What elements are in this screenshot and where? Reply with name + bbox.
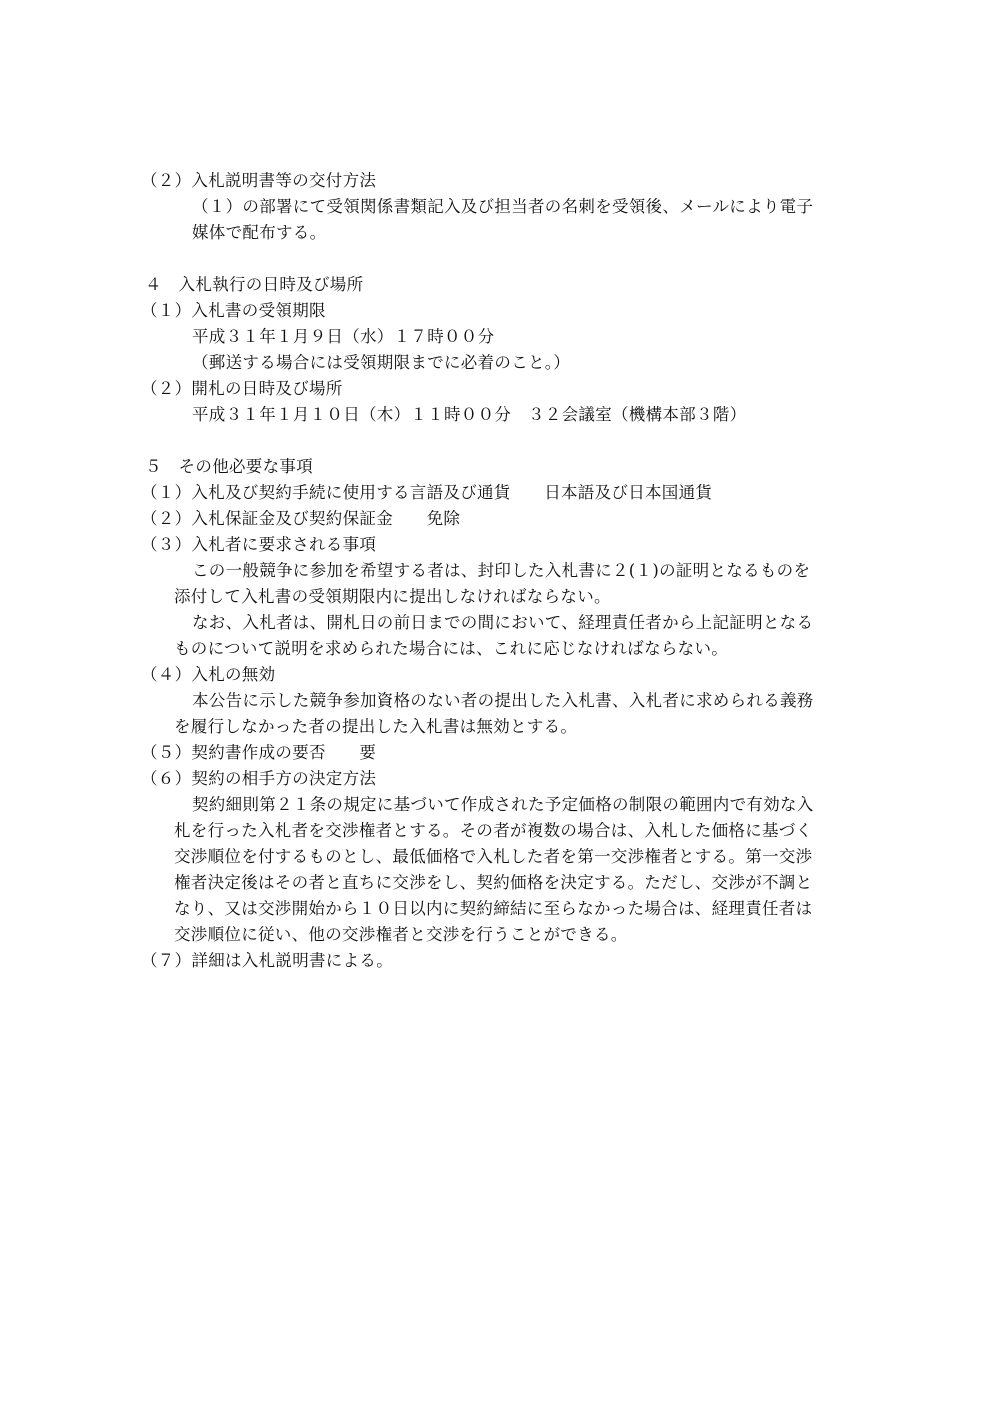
s5-item3-line2: 添付して入札書の受領期限内に提出しなければならない。 (174, 587, 611, 606)
s4-item1-note: （郵送する場合には受領期限までに必着のこと。） (192, 353, 571, 372)
s5-item4-heading: （４）入札の無効 (141, 665, 276, 684)
s4-item2-heading: （２）開札の日時及び場所 (141, 379, 343, 398)
s5-item6-line2: 札を行った入札者を交渉権者とする。その者が複数の場合は、入札した価格に基づく (174, 821, 813, 840)
s3-item2-heading: （２）入札説明書等の交付方法 (141, 171, 377, 190)
s5-item3-line4: ものについて説明を求められた場合には、これに応じなければならない。 (174, 639, 729, 658)
s5-item7: （７）詳細は入札説明書による。 (141, 951, 393, 970)
s5-item1: （１）入札及び契約手続に使用する言語及び通貨 日本語及び日本国通貨 (141, 483, 713, 502)
s3-item2-body-line2: 媒体で配布する。 (192, 223, 327, 242)
s4-item2-datetime-place: 平成３１年１月１０日（木）１１時００分 ３２会議室（機構本部３階） (192, 405, 747, 424)
s5-item6-line6: 交渉順位に従い、他の交渉権者と交渉を行うことができる。 (174, 925, 628, 944)
s5-item2: （２）入札保証金及び契約保証金 免除 (141, 509, 461, 528)
s5-item4-line2: を履行しなかった者の提出した入札書は無効とする。 (174, 717, 578, 736)
s5-item3-heading: （３）入札者に要求される事項 (141, 535, 377, 554)
s5-item6-heading: （６）契約の相手方の決定方法 (141, 769, 377, 788)
s5-item5: （５）契約書作成の要否 要 (141, 743, 377, 762)
s5-item6-line5: なり、又は交渉開始から１０日以内に契約締結に至らなかった場合は、経理責任者は (174, 899, 813, 918)
s4-item1-heading: （１）入札書の受領期限 (141, 301, 326, 320)
s3-item2-body-line1: （１）の部署にて受領関係書類記入及び担当者の名刺を受領後、メールにより電子 (192, 197, 814, 216)
s5-item6-line4: 権者決定後はその者と直ちに交渉をし、契約価格を決定する。ただし、交渉が不調と (174, 873, 813, 892)
s4-item1-datetime: 平成３１年１月９日（水）１７時００分 (192, 327, 495, 346)
s5-heading: ５ その他必要な事項 (145, 457, 313, 476)
s5-item6-line3: 交渉順位を付するものとし、最低価格で入札した者を第一交渉権者とする。第一交渉 (174, 847, 813, 866)
s5-item4-line1: 本公告に示した競争参加資格のない者の提出した入札書、入札者に求められる義務 (192, 691, 814, 710)
s4-heading: ４ 入札執行の日時及び場所 (145, 275, 364, 294)
s5-item6-line1: 契約細則第２１条の規定に基づいて作成された予定価格の制限の範囲内で有効な入 (192, 795, 814, 814)
s5-item3-line1: この一般競争に参加を希望する者は、封印した入札書に２(１)の証明となるものを (192, 561, 811, 580)
s5-item3-line3: なお、入札者は、開札日の前日までの間において、経理責任者から上記証明となる (192, 613, 814, 632)
